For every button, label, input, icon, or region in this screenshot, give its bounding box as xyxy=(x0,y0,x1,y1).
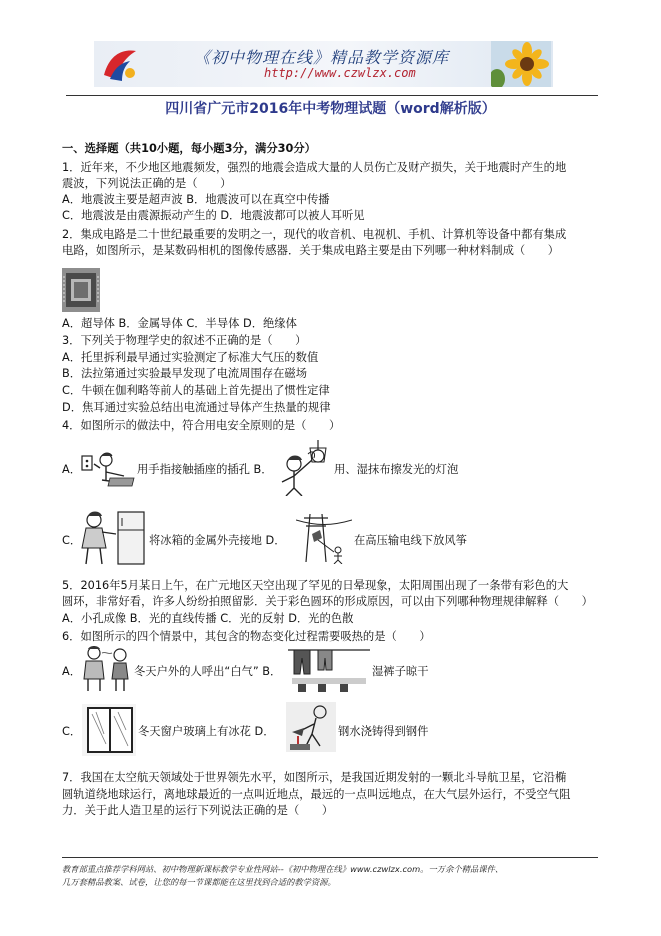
q3-option-d: D．焦耳通过实验总结出电流通过导体产生热量的规律 xyxy=(62,401,331,414)
q1-options-cd: C．地震波是由震源振动产生的 D．地震波都可以被人耳听见 xyxy=(62,209,365,222)
q3-option-a: A．托里拆利最早通过实验测定了标准大气压的数值 xyxy=(62,351,319,364)
window-frost-image xyxy=(82,704,136,756)
q7-stem-line2: 圆轨道绕地球运行，离地球最近的一点叫近地点，最远的一点叫远地点，在大气层外运行，不受空气阻 xyxy=(62,788,571,801)
finger-in-socket-image xyxy=(80,448,136,488)
q4-text-d: 在高压输电线下放风筝 xyxy=(354,534,467,547)
header-divider xyxy=(66,95,598,96)
fridge-grounding-image xyxy=(80,508,148,568)
q5-options: A．小孔成像 B．光的直线传播 C．光的反射 D．光的色散 xyxy=(62,612,354,625)
q2-options: A．超导体 B．金属导体 C．半导体 D．绝缘体 xyxy=(62,317,297,330)
q3-option-b: B．法拉第通过实验最早发现了电流周围存在磁场 xyxy=(62,367,307,380)
q7-stem-line3: 力．关于此人造卫星的运行下列说法正确的是（ ） xyxy=(62,804,334,817)
q6-text-c: 冬天窗户玻璃上有冰花 D． xyxy=(138,725,275,738)
q1-stem-line1: 1．近年来，不少地区地震频发，强烈的地震会造成大量的人员伤亡及财产损失，关于地震时产生的地 xyxy=(62,161,567,174)
image-sensor-chip-image xyxy=(62,268,100,312)
q6-text-d: 钢水浇铸得到钢件 xyxy=(338,725,429,738)
header-banner xyxy=(94,41,553,87)
q4-label-c: C． xyxy=(62,534,82,547)
site-logo-icon xyxy=(100,45,140,83)
q6-text-a: 冬天户外的人呼出“白气” B． xyxy=(134,665,282,678)
q6-label-a: A． xyxy=(62,665,82,678)
q3-option-c: C．牛顿在伽利略等前人的基础上首先提出了惯性定律 xyxy=(62,384,330,397)
q5-stem-line1: 5．2016年5月某日上午，在广元地区天空出现了罕见的日晕现象，太阳周围出现了一条带有彩色的大 xyxy=(62,579,569,592)
q4-stem: 4．如图所示的做法中，符合用电安全原则的是（ ） xyxy=(62,419,341,432)
kite-under-powerline-image xyxy=(296,512,352,564)
q4-text-b: 用、湿抹布擦发光的灯泡 xyxy=(334,463,459,476)
q4-text-c: 将冰箱的金属外壳接地 D． xyxy=(149,534,286,547)
people-breath-fog-image xyxy=(80,645,134,691)
q6-stem: 6．如图所示的四个情景中，其包含的物态变化过程需要吸热的是（ ） xyxy=(62,630,431,643)
q7-stem-line1: 7．我国在太空航天领域处于世界领先水平，如图所示，是我国近期发射的一颗北斗导航卫星，它沿椭 xyxy=(62,771,567,784)
q1-options-ab: A．地震波主要是超声波 B．地震波可以在真空中传播 xyxy=(62,193,330,206)
drying-pants-image xyxy=(288,644,370,692)
q2-stem-line2: 电路，如图所示，是某数码相机的图像传感器．关于集成电路主要是由下列哪一种材料制成（ ） xyxy=(62,244,560,257)
footer-line2: 几万套精品教案、试卷，让您的每一节课都能在这里找到合适的教学资源。 xyxy=(62,877,336,887)
footer-divider xyxy=(62,857,598,858)
q1-stem-line2: 震波，下列说法正确的是（ ） xyxy=(62,177,232,190)
q5-stem-line2: 圆环，非常好看，许多人纷纷拍照留影．关于彩色圆环的形成原因，可以由下列哪种物理规律解释（ ） xyxy=(62,595,593,608)
q3-stem: 3．下列关于物理学史的叙述不正确的是（ ） xyxy=(62,334,307,347)
wet-cloth-lamp-image xyxy=(272,440,332,496)
q6-label-c: C． xyxy=(62,725,82,738)
steel-casting-image xyxy=(286,702,336,752)
document-title: 四川省广元市2016年中考物理试题（word解析版） xyxy=(165,101,496,117)
footer-line1: 教育部重点推荐学科网站、初中物理新课标教学专业性网站--《初中物理在线》www.czwlzx.com。一万余个精品课件、 xyxy=(62,864,504,874)
q4-text-a: 用手指接触插座的插孔 B． xyxy=(137,463,273,476)
banner-title: 《初中物理在线》精品教学资源库 xyxy=(194,48,450,67)
sunflower-icon xyxy=(491,41,551,87)
q4-label-a: A． xyxy=(62,463,82,476)
banner-url: http://www.czwlzx.com xyxy=(264,66,416,80)
q6-text-b: 湿裤子晾干 xyxy=(372,665,429,678)
q2-stem-line1: 2．集成电路是二十世纪最重要的发明之一，现代的收音机、电视机、手机、计算机等设备中都有集成 xyxy=(62,228,567,241)
section-heading: 一、选择题（共10小题，每小题3分，满分30分） xyxy=(62,142,316,155)
